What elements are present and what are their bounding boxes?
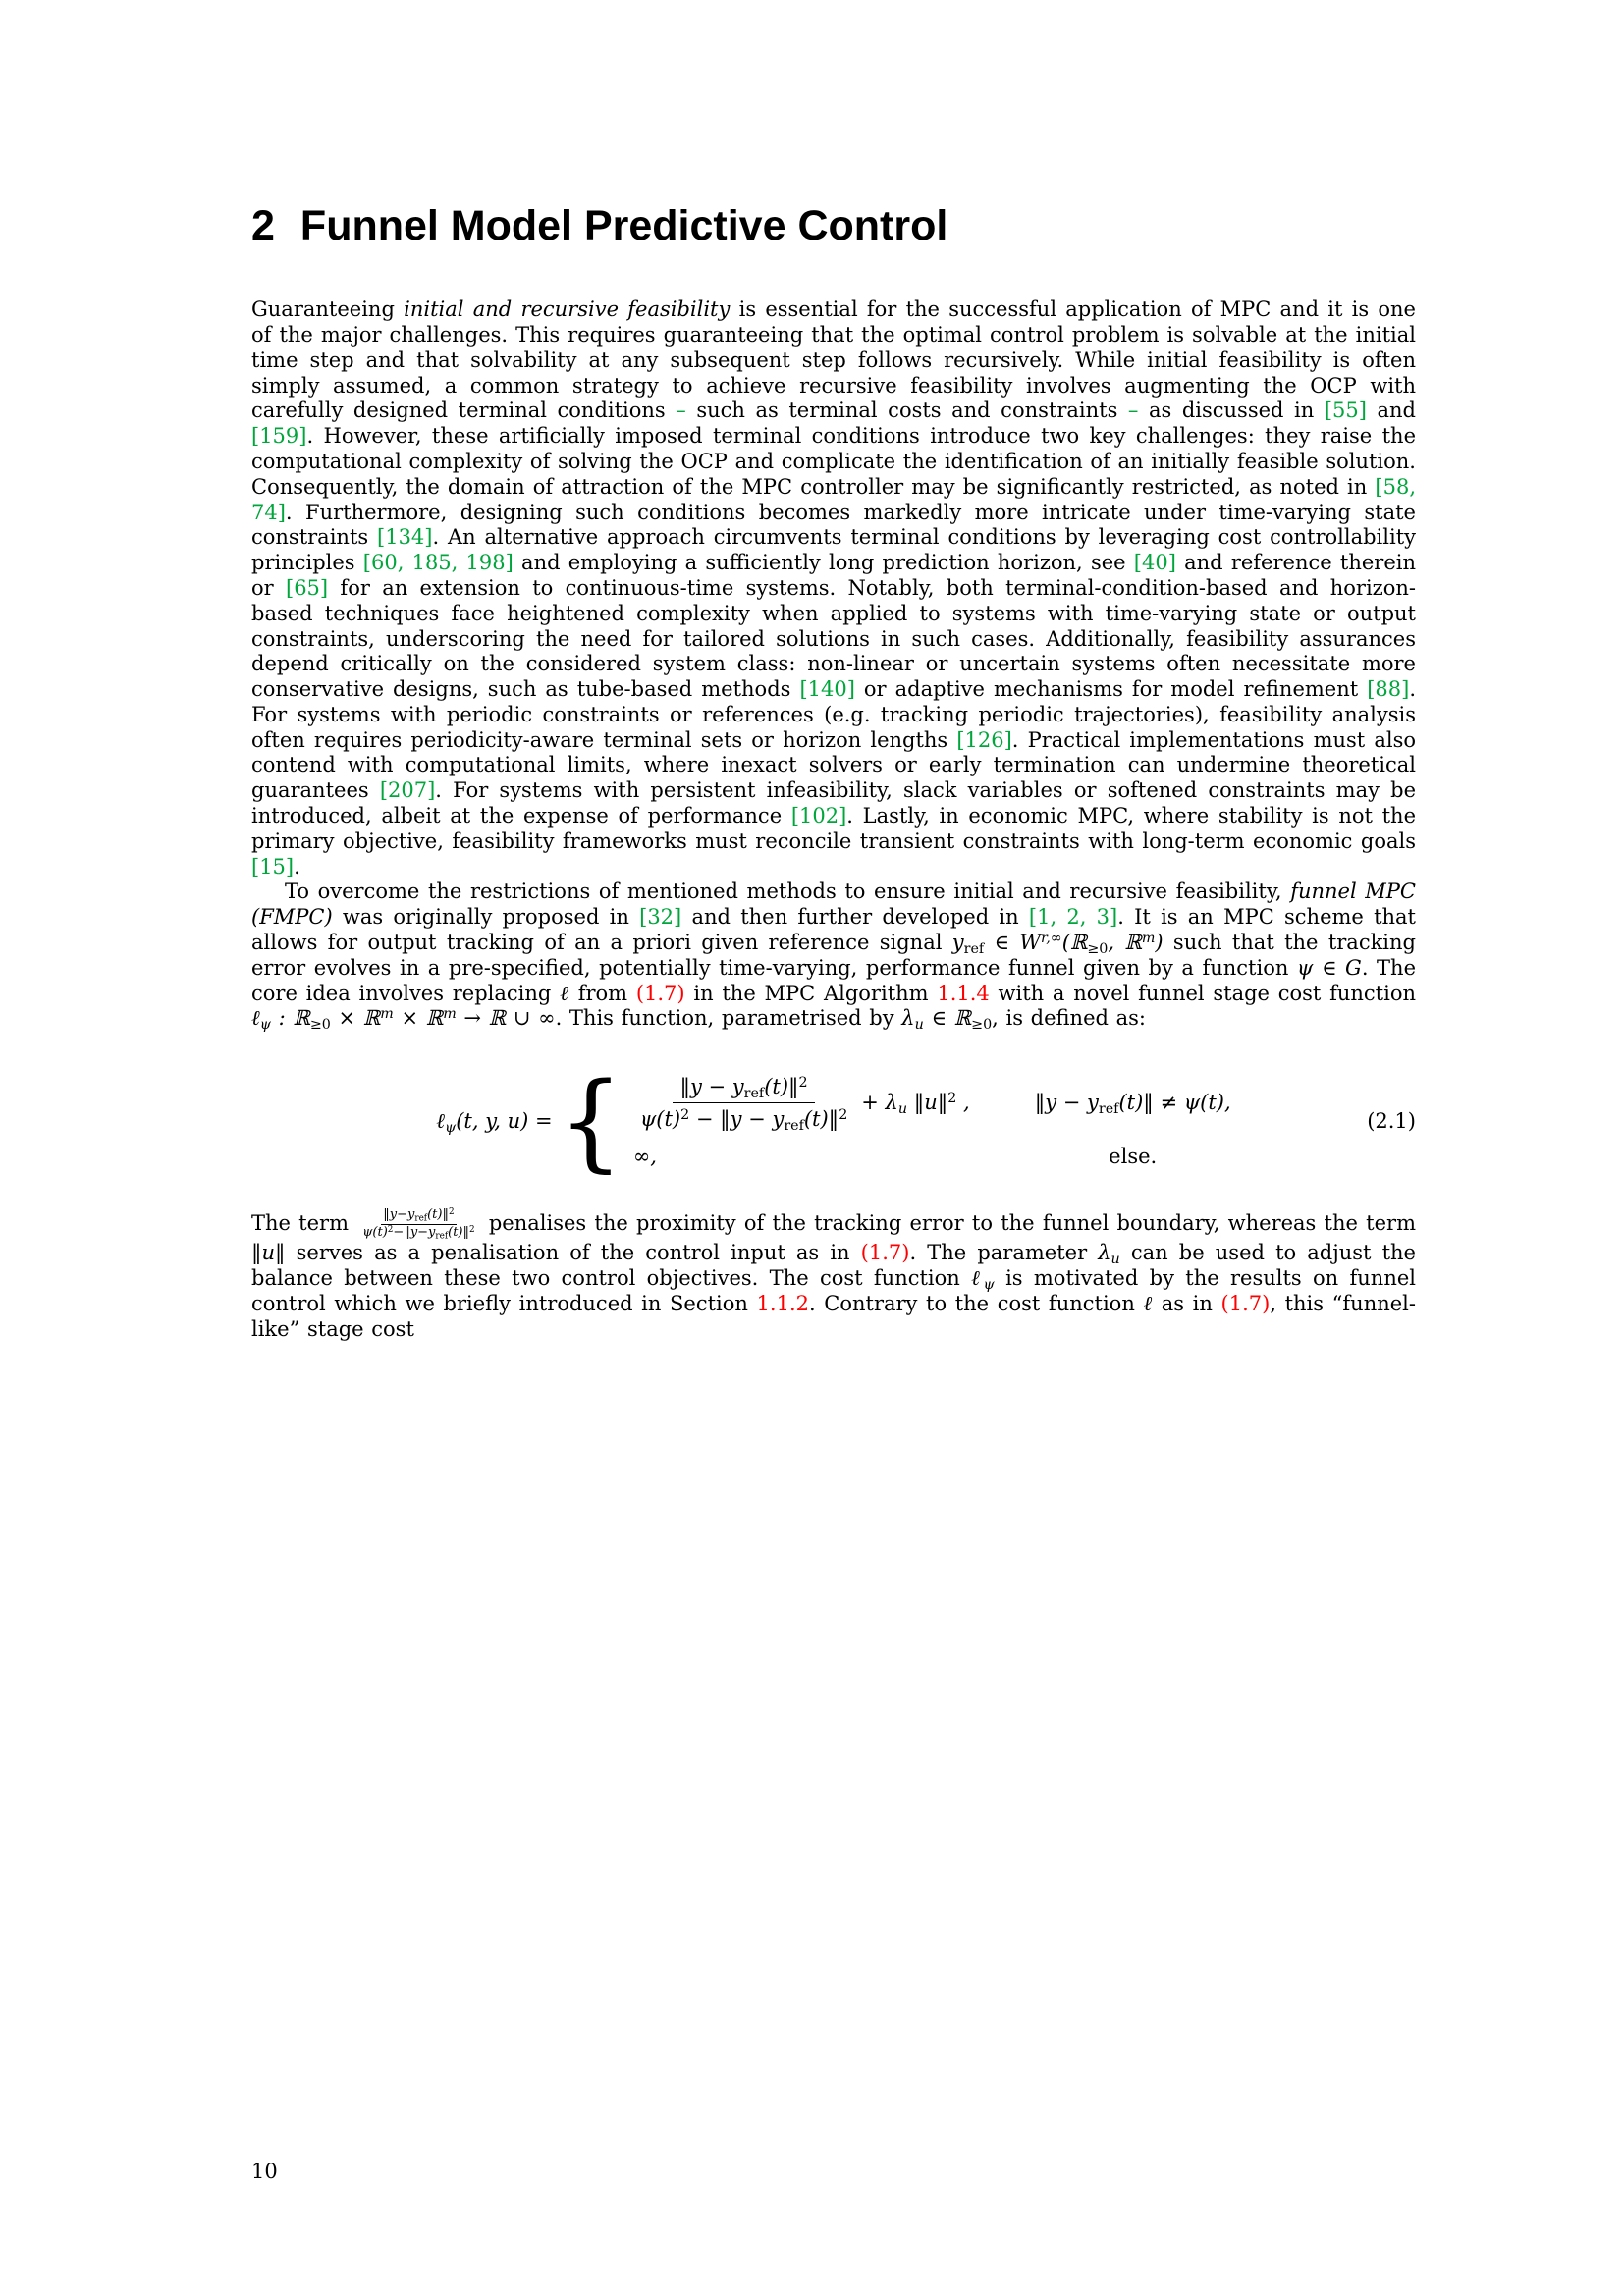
page-number: 10 — [251, 2160, 278, 2183]
text-run: . Furthermore, designing such conditions becomes markedly more intricate under time-varying state constraints — [251, 500, 1416, 550]
text-run: is essential for the successful application of MPC and it is one of the major challenges. This requires guaranteeing that the optimal control problem is solvable at the initial time step and that solvability at any subsequent step follows recursively. While initial feasibility is often simply assumed, a common strategy to achieve recursive feasibility involves augmenting the OCP with carefully designed terminal conditions — [251, 297, 1416, 423]
math-run: ‖y − y — [679, 1074, 744, 1098]
math-run: (t)‖ ≠ ψ(t), — [1118, 1091, 1231, 1115]
cross-reference-link[interactable]: 1.1.2 — [756, 1291, 809, 1315]
math-run: −‖y−y — [393, 1225, 436, 1241]
case2-condition — [1109, 1145, 1157, 1168]
citation-link[interactable]: [32] — [639, 905, 682, 930]
math-run: ) — [1155, 931, 1164, 955]
math-script: 2 — [839, 1106, 848, 1123]
citation-link[interactable]: [15] — [251, 854, 295, 879]
math-run: ‖y−y — [383, 1207, 415, 1223]
text-run: . It is an MPC scheme that allows for output tracking of an a priori given reference signal — [251, 905, 1416, 955]
case1-condition — [1034, 1091, 1231, 1118]
text-run: or adaptive mechanisms for model refinement — [854, 677, 1368, 702]
math-run: ψ(t) — [362, 1225, 388, 1241]
equation-lhs — [436, 1109, 552, 1134]
cross-reference-link[interactable]: (1.7) — [635, 981, 685, 1005]
case1-tail — [861, 1091, 970, 1118]
text-run: . An alternative approach circumvents terminal conditions by leveraging cost controllability principles — [251, 525, 1416, 575]
page-content — [251, 204, 1416, 1342]
inline-fraction — [360, 1208, 476, 1241]
text-run: The term — [251, 1211, 357, 1236]
text-run: . The parameter — [909, 1241, 1099, 1265]
citation-link[interactable]: [55] — [1324, 399, 1367, 423]
text-run: and employing a sufficiently long prediction horizon, see — [513, 551, 1134, 575]
text-run: , is defined as: — [992, 1006, 1146, 1031]
italic-text-run: initial and recursive feasibility — [404, 297, 731, 322]
citation-link[interactable]: [102] — [790, 804, 847, 828]
math-script: m — [443, 1006, 457, 1023]
math-run: ψ ∈ G — [1296, 955, 1362, 980]
fraction-denominator — [360, 1225, 476, 1241]
math-script: ≥0 — [309, 1017, 331, 1034]
text-run: was originally proposed in — [332, 905, 640, 930]
text-run: . For systems with periodic constraints or references (e.g. tracking periodic trajectories), feasibility analysis often requires periodicity-aware terminal sets or horizon lengths — [251, 677, 1416, 752]
math-run: (t)‖ — [427, 1207, 449, 1223]
citation-link[interactable]: [1, 2, 3] — [1028, 905, 1118, 930]
text-run: can be used to adjust the balance between these two control objectives. The cost function — [251, 1241, 1416, 1290]
italic-text-run: funnel MPC (FMPC) — [251, 880, 1417, 930]
math-script: ref — [784, 1117, 804, 1134]
math-run: ℓ — [436, 1108, 446, 1133]
text-run: To overcome the restrictions of mentioned methods to ensure initial and recursive feasibility, — [285, 880, 1291, 904]
math-script: 2 — [680, 1106, 690, 1123]
math-run: ‖u‖ — [251, 1241, 286, 1265]
math-run: ‖y − y — [1034, 1091, 1099, 1115]
paragraph-cost-discussion — [251, 1208, 1416, 1342]
math-run: (t)‖ — [803, 1106, 839, 1131]
math-run: ℓ — [560, 981, 569, 1005]
math-script: ref — [743, 1085, 765, 1101]
text-run: . However, these artificially imposed terminal conditions introduce two key challenges: they raise the computational complexity of solving the OCP and complicate the identification of an initially feasible solution. Consequently, the domain of attraction of the MPC controller may be significantly restricted, as noted in — [251, 424, 1416, 499]
math-run: , — [956, 1091, 970, 1115]
chapter-number: 2 — [251, 202, 275, 249]
math-run: + λ — [861, 1091, 898, 1115]
math-run: ∞, — [632, 1144, 657, 1168]
citation-link[interactable]: [207] — [379, 778, 436, 803]
case1-fraction — [633, 1074, 854, 1134]
text-run: . The core idea involves replacing — [251, 955, 1416, 1005]
chapter-heading — [251, 204, 1416, 248]
text-run: is motivated by the results on funnel control which we briefly introduced in Section — [251, 1265, 1416, 1315]
math-run: ℓ — [1143, 1291, 1154, 1315]
math-run: ∈ W — [984, 931, 1042, 955]
text-run: . For systems with persistent infeasibility, slack variables or softened constraints may be introduced, albeit at the expense of performance — [251, 778, 1416, 828]
equation-body — [436, 1058, 1231, 1184]
citation-link[interactable]: [58, 74] — [251, 474, 1416, 524]
math-script: m — [380, 1006, 394, 1023]
chapter-title: Funnel Model Predictive Control — [299, 202, 948, 249]
citation-link[interactable]: – — [676, 399, 686, 423]
math-script: ref — [435, 1231, 449, 1242]
fraction-denominator — [633, 1103, 854, 1134]
math-script: ref — [1098, 1101, 1119, 1118]
math-script: ref — [963, 941, 985, 958]
citation-link[interactable]: [159] — [251, 424, 307, 449]
text-run: penalises the proximity of the tracking error to the funnel boundary, whereas the term — [480, 1211, 1416, 1236]
text-run: . Contrary to the cost function — [808, 1291, 1144, 1315]
text-run: serves as a penalisation of the control input as in — [285, 1241, 861, 1265]
text-run: . Practical implementations must also contend with computational limits, where inexact solvers or early termination can undermine theoretical guarantees — [251, 727, 1416, 803]
citation-link[interactable]: [134] — [377, 525, 433, 550]
citation-link[interactable]: [65] — [286, 575, 329, 600]
math-script: 2 — [798, 1074, 808, 1091]
math-script: ≥0 — [971, 1017, 993, 1034]
case2-expression — [633, 1145, 657, 1168]
math-script: 2 — [947, 1091, 957, 1107]
cross-reference-link[interactable]: (1.7) — [860, 1241, 910, 1265]
math-run: (t)‖ — [764, 1074, 799, 1098]
math-script: u — [897, 1101, 908, 1118]
text-run: with a novel funnel stage cost function — [989, 981, 1417, 1005]
text-run: in the MPC Algorithm — [684, 981, 938, 1005]
citation-link[interactable]: [140] — [799, 677, 855, 702]
text-run: as in — [1153, 1291, 1221, 1315]
math-run: (t)‖ — [448, 1225, 469, 1241]
text-run: else. — [1109, 1144, 1158, 1168]
math-run: ‖u‖ — [907, 1091, 948, 1115]
fraction-numerator — [673, 1075, 814, 1103]
paragraph-fmpc-intro — [251, 880, 1416, 1032]
math-script: ψ — [445, 1119, 457, 1136]
text-run: such that the tracking error evolves in a pre-specified, potentially time-varying, performance funnel given by a function — [251, 931, 1416, 980]
math-script: u — [1110, 1252, 1120, 1268]
math-run: ψ(t) — [639, 1106, 681, 1131]
math-script: 2 — [448, 1207, 455, 1218]
citation-link[interactable]: [40] — [1133, 551, 1176, 575]
math-script: m — [1141, 931, 1156, 947]
equation-2-1 — [251, 1058, 1416, 1184]
math-run: ℓ — [251, 1006, 260, 1031]
math-run: , ℝ — [1108, 931, 1142, 955]
math-run: (ℝ — [1061, 931, 1088, 955]
citation-link[interactable]: [88] — [1367, 677, 1410, 702]
math-run: ℓ — [971, 1265, 984, 1290]
math-script: 2 — [469, 1224, 475, 1235]
cross-reference-link[interactable]: 1.1.4 — [937, 981, 990, 1005]
math-script: 2 — [387, 1224, 394, 1235]
text-run: and reference therein or — [251, 551, 1416, 600]
math-run: × ℝ — [330, 1006, 381, 1031]
math-run: × ℝ — [393, 1006, 444, 1031]
math-run: λ — [901, 1006, 915, 1031]
text-run: as discussed in — [1138, 399, 1325, 423]
text-run: Guaranteeing — [251, 297, 405, 322]
paragraph-feasibility — [251, 297, 1416, 880]
cases-brace: { — [558, 1058, 623, 1184]
text-run: from — [568, 981, 636, 1005]
text-run: . This function, parametrised by — [555, 1006, 902, 1031]
cases-block — [633, 1075, 1231, 1168]
text-run: for an extension to continuous-time systems. Notably, both terminal-condition-based and horizon-based techniques face heightened complexity when applied to systems with time-varying state or output constraints, underscoring the need for tailored solutions in such cases. Additionally, feasibility assurances depend critically on the considered system class: non-linear or uncertain systems often necessitate more conservative designs, such as tube-based methods — [251, 575, 1416, 702]
cross-reference-link[interactable]: (1.7) — [1220, 1291, 1271, 1315]
text-run: . Lastly, in economic MPC, where stability is not the primary objective, feasibility frameworks must reconcile transient constraints with long-term economic goals — [251, 804, 1416, 853]
math-script: ref — [414, 1213, 428, 1224]
math-run: λ — [1098, 1241, 1111, 1265]
math-run: : ℝ — [270, 1006, 310, 1031]
text-run: . — [294, 854, 300, 879]
math-script: ψ — [259, 1017, 271, 1034]
text-run: such as terminal costs and constraints — [685, 399, 1128, 423]
citation-link[interactable]: [60, 185, 198] — [362, 551, 514, 575]
text-run: , this “funnel-like” stage cost — [251, 1291, 1416, 1341]
text-run: and then further developed in — [681, 905, 1029, 930]
citation-link[interactable]: – — [1127, 399, 1139, 423]
math-script: r,∞ — [1041, 931, 1062, 947]
citation-link[interactable]: [126] — [956, 727, 1012, 752]
math-script: ≥0 — [1087, 941, 1109, 958]
math-run: − ‖y − y — [689, 1106, 785, 1131]
math-run: (t, y, u) = — [456, 1108, 553, 1133]
equation-number: (2.1) — [1367, 1109, 1416, 1134]
math-run: → ℝ ∪ ∞ — [456, 1006, 556, 1031]
math-run: ∈ ℝ — [923, 1006, 972, 1031]
math-script: ψ — [983, 1276, 995, 1293]
case1-expression — [633, 1074, 970, 1134]
math-script: u — [914, 1017, 924, 1034]
fraction-numerator — [381, 1208, 456, 1225]
text-run: and — [1366, 399, 1416, 423]
math-run: y — [951, 931, 964, 955]
